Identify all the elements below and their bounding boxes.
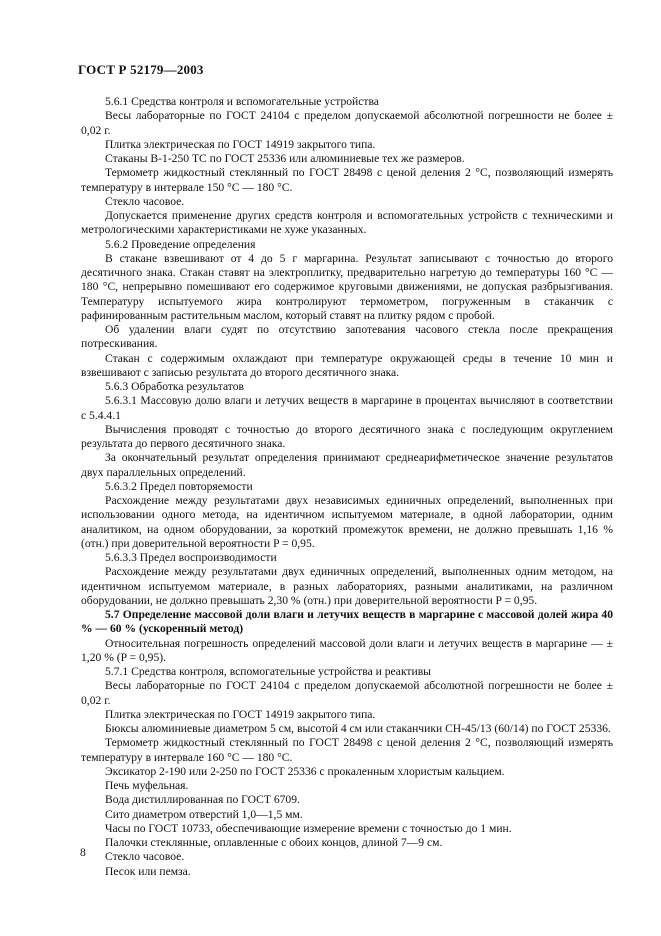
paragraph: Вычисления проводят с точностью до второго десятичного знака с последующим округлением результата до первого десятичного знака.	[81, 422, 613, 450]
paragraph: Палочки стеклянные, оплавленные с обоих концов, длиной 7—9 см.	[105, 836, 443, 849]
paragraph: Термометр жидкостный стеклянный по ГОСТ 28498 с ценой деления 2 °С, позволяющий измерять температуру в интервале 160 °С — 180 °С.	[81, 736, 613, 764]
section-heading: 5.7 Определение массовой доли влаги и летучих веществ в маргарине с массовой долей жира 40 % — 60 % (ускоренный метод)	[81, 608, 613, 636]
paragraph: Плитка электрическая по ГОСТ 14919 закрытого типа.	[105, 707, 376, 721]
paragraph: Стаканы В-1-250 ТС по ГОСТ 25336 или алюминиевые тех же размеров.	[105, 152, 465, 165]
paragraph: Весы лабораторные по ГОСТ 24104 с пределом допускаемой абсолютной погрешности не более ± 0,02 г.	[81, 679, 613, 707]
page-number: 8	[80, 846, 86, 859]
paragraph: Сито диаметром отверстий 1,0—1,5 мм.	[105, 807, 303, 821]
paragraph: Стакан с содержимым охлаждают при температуре окружающей среды в течение 10 мин и взвешивают с записью результата до второго десятичного знака.	[81, 351, 613, 379]
paragraph: 5.6.3.3 Предел воспроизводимости	[105, 551, 277, 564]
paragraph: 5.7.1 Средства контроля, вспомогательные устройства и реактивы	[105, 665, 431, 678]
paragraph: Относительная погрешность определений массовой доли влаги и летучих веществ в маргарине — ± 1,20 % (P = 0,95).	[81, 636, 613, 664]
standard-header: ГОСТ Р 52179—2003	[78, 62, 204, 77]
paragraph: Плитка электрическая по ГОСТ 14919 закрытого типа.	[105, 137, 376, 151]
paragraph: Об удалении влаги судят по отсутствию запотевания часового стекла после прекращения потрескивания.	[81, 323, 613, 351]
paragraph: Вода дистиллированная по ГОСТ 6709.	[105, 793, 300, 807]
paragraph: 5.6.3.2 Предел повторяемости	[105, 479, 253, 493]
paragraph: Расхождение между результатами двух единичных определений, выполненных одним методом, на идентичном испытуемом материале, в разных лабораториях, разными аналитиками, на различном оборудовании, не должно превышать 2,30 % (отн.) при доверительной вероятности P = 0,95.	[81, 565, 613, 607]
paragraph: 5.6.3.1 Массовую долю влаги и летучих веществ в маргарине в процентах вычисляют в соответствии с 5.4.4.1	[81, 394, 613, 422]
paragraph: Допускается применение других средств контроля и вспомогательных устройств с техническими и метрологическими характеристиками не хуже указанных.	[81, 209, 613, 237]
document-body	[81, 95, 613, 879]
paragraph: 5.6.3 Обработка результатов	[105, 380, 244, 393]
paragraph: Стекло часовое.	[105, 850, 185, 864]
paragraph: Расхождение между результатами двух независимых единичных определений, выполненных при использовании одного метода, на идентичном испытуемом материале, в одной лаборатории, одним аналитиком, на одном оборудовании, за короткий промежуток времени, не должно превышать 1,16 % (отн.) при доверительной вероятности P = 0,95.	[81, 494, 613, 550]
paragraph: 5.6.1 Средства контроля и вспомогательные устройства	[105, 95, 379, 108]
paragraph: Эксикатор 2-190 или 2-250 по ГОСТ 25336 с прокаленным хлористым кальцием.	[105, 764, 505, 778]
paragraph: Весы лабораторные по ГОСТ 24104 с пределом допускаемой абсолютной погрешности не более ± 0,02 г.	[81, 109, 613, 137]
paragraph: Часы по ГОСТ 10733, обеспечивающие измерение времени с точностью до 1 мин.	[105, 821, 512, 835]
paragraph: За окончательный результат определения принимают среднеарифметическое значение результатов двух параллельных определений.	[81, 451, 613, 479]
paragraph: Бюксы алюминиевые диаметром 5 см, высотой 4 см или стаканчики СН-45/13 (60/14) по ГОСТ 25336.	[105, 722, 611, 735]
paragraph: Термометр жидкостный стеклянный по ГОСТ 28498 с ценой деления 2 °С, позволяющий измерять температуру в интервале 150 °С — 180 °С.	[81, 166, 613, 194]
paragraph: В стакане взвешивают от 4 до 5 г маргарина. Результат записывают с точностью до второго десятичного знака. Стакан ставят на электроплитку, предварительно нагретую до температуры 160 °С — 180 °С, непрерывно помешивают его содержимое круговыми движениями, не допуская разбрызгивания. Температуру испытуемого жира контролируют термометром, погруженным в стаканчик с рафинированным растительным маслом, который ставят на плитку рядом с пробой.	[81, 251, 613, 322]
paragraph: 5.6.2 Проведение определения	[105, 237, 256, 251]
paragraph: Стекло часовое.	[105, 194, 185, 208]
paragraph: Печь муфельная.	[105, 779, 189, 792]
paragraph: Песок или пемза.	[105, 864, 191, 878]
